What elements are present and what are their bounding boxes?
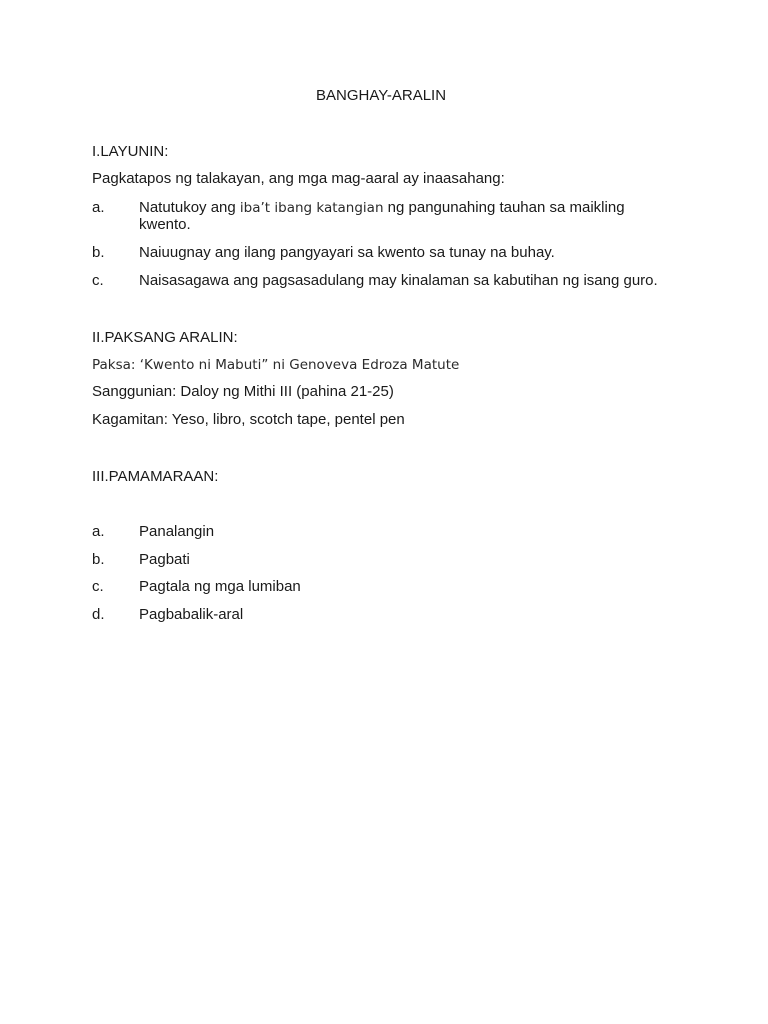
pamamaraan-item-letter: d. — [92, 606, 105, 623]
layunin-intro: Pagkatapos ng talakayan, ang mga mag-aaral ay inaasahang: — [92, 170, 505, 187]
layunin-item-letter: c. — [92, 272, 104, 289]
section-heading-paksang-aralin: II.PAKSANG ARALIN: — [92, 329, 238, 346]
pamamaraan-item-letter: a. — [92, 523, 105, 540]
sanggunian-line: Sanggunian: Daloy ng Mithi III (pahina 21-25) — [92, 383, 394, 400]
layunin-item-letter: b. — [92, 244, 105, 261]
paksa-line: Paksa: ‘Kwento ni Mabuti” ni Genoveva Edroza Matute — [92, 357, 460, 373]
layunin-item-a — [139, 199, 625, 217]
layunin-item-a-text-after: ng pangunahing tauhan sa maikling — [383, 199, 625, 216]
section-heading-pamamaraan: III.PAMAMARAAN: — [92, 468, 219, 485]
document-title: BANGHAY-ARALIN — [316, 87, 447, 104]
layunin-item-b: Naiuugnay ang ilang pangyayari sa kwento sa tunay na buhay. — [139, 244, 555, 261]
layunin-item-a-highlight: iba’t ibang katangian — [239, 200, 384, 216]
layunin-item-letter: a. — [92, 199, 105, 216]
pamamaraan-item-letter: b. — [92, 551, 105, 568]
layunin-item-a-text: Natutukoy ang — [139, 199, 240, 216]
pamamaraan-item-c: Pagtala ng mga lumiban — [139, 578, 301, 595]
layunin-item-c: Naisasagawa ang pagsasadulang may kinalaman sa kabutihan ng isang guro. — [139, 272, 658, 289]
pamamaraan-item-a: Panalangin — [139, 523, 215, 540]
pamamaraan-item-letter: c. — [92, 578, 104, 595]
kagamitan-line: Kagamitan: Yeso, libro, scotch tape, pentel pen — [92, 411, 405, 428]
pamamaraan-item-b: Pagbati — [139, 551, 190, 568]
pamamaraan-item-d: Pagbabalik-aral — [139, 606, 244, 623]
section-heading-layunin: I.LAYUNIN: — [92, 143, 169, 160]
layunin-item-a-line2: kwento. — [139, 216, 191, 233]
